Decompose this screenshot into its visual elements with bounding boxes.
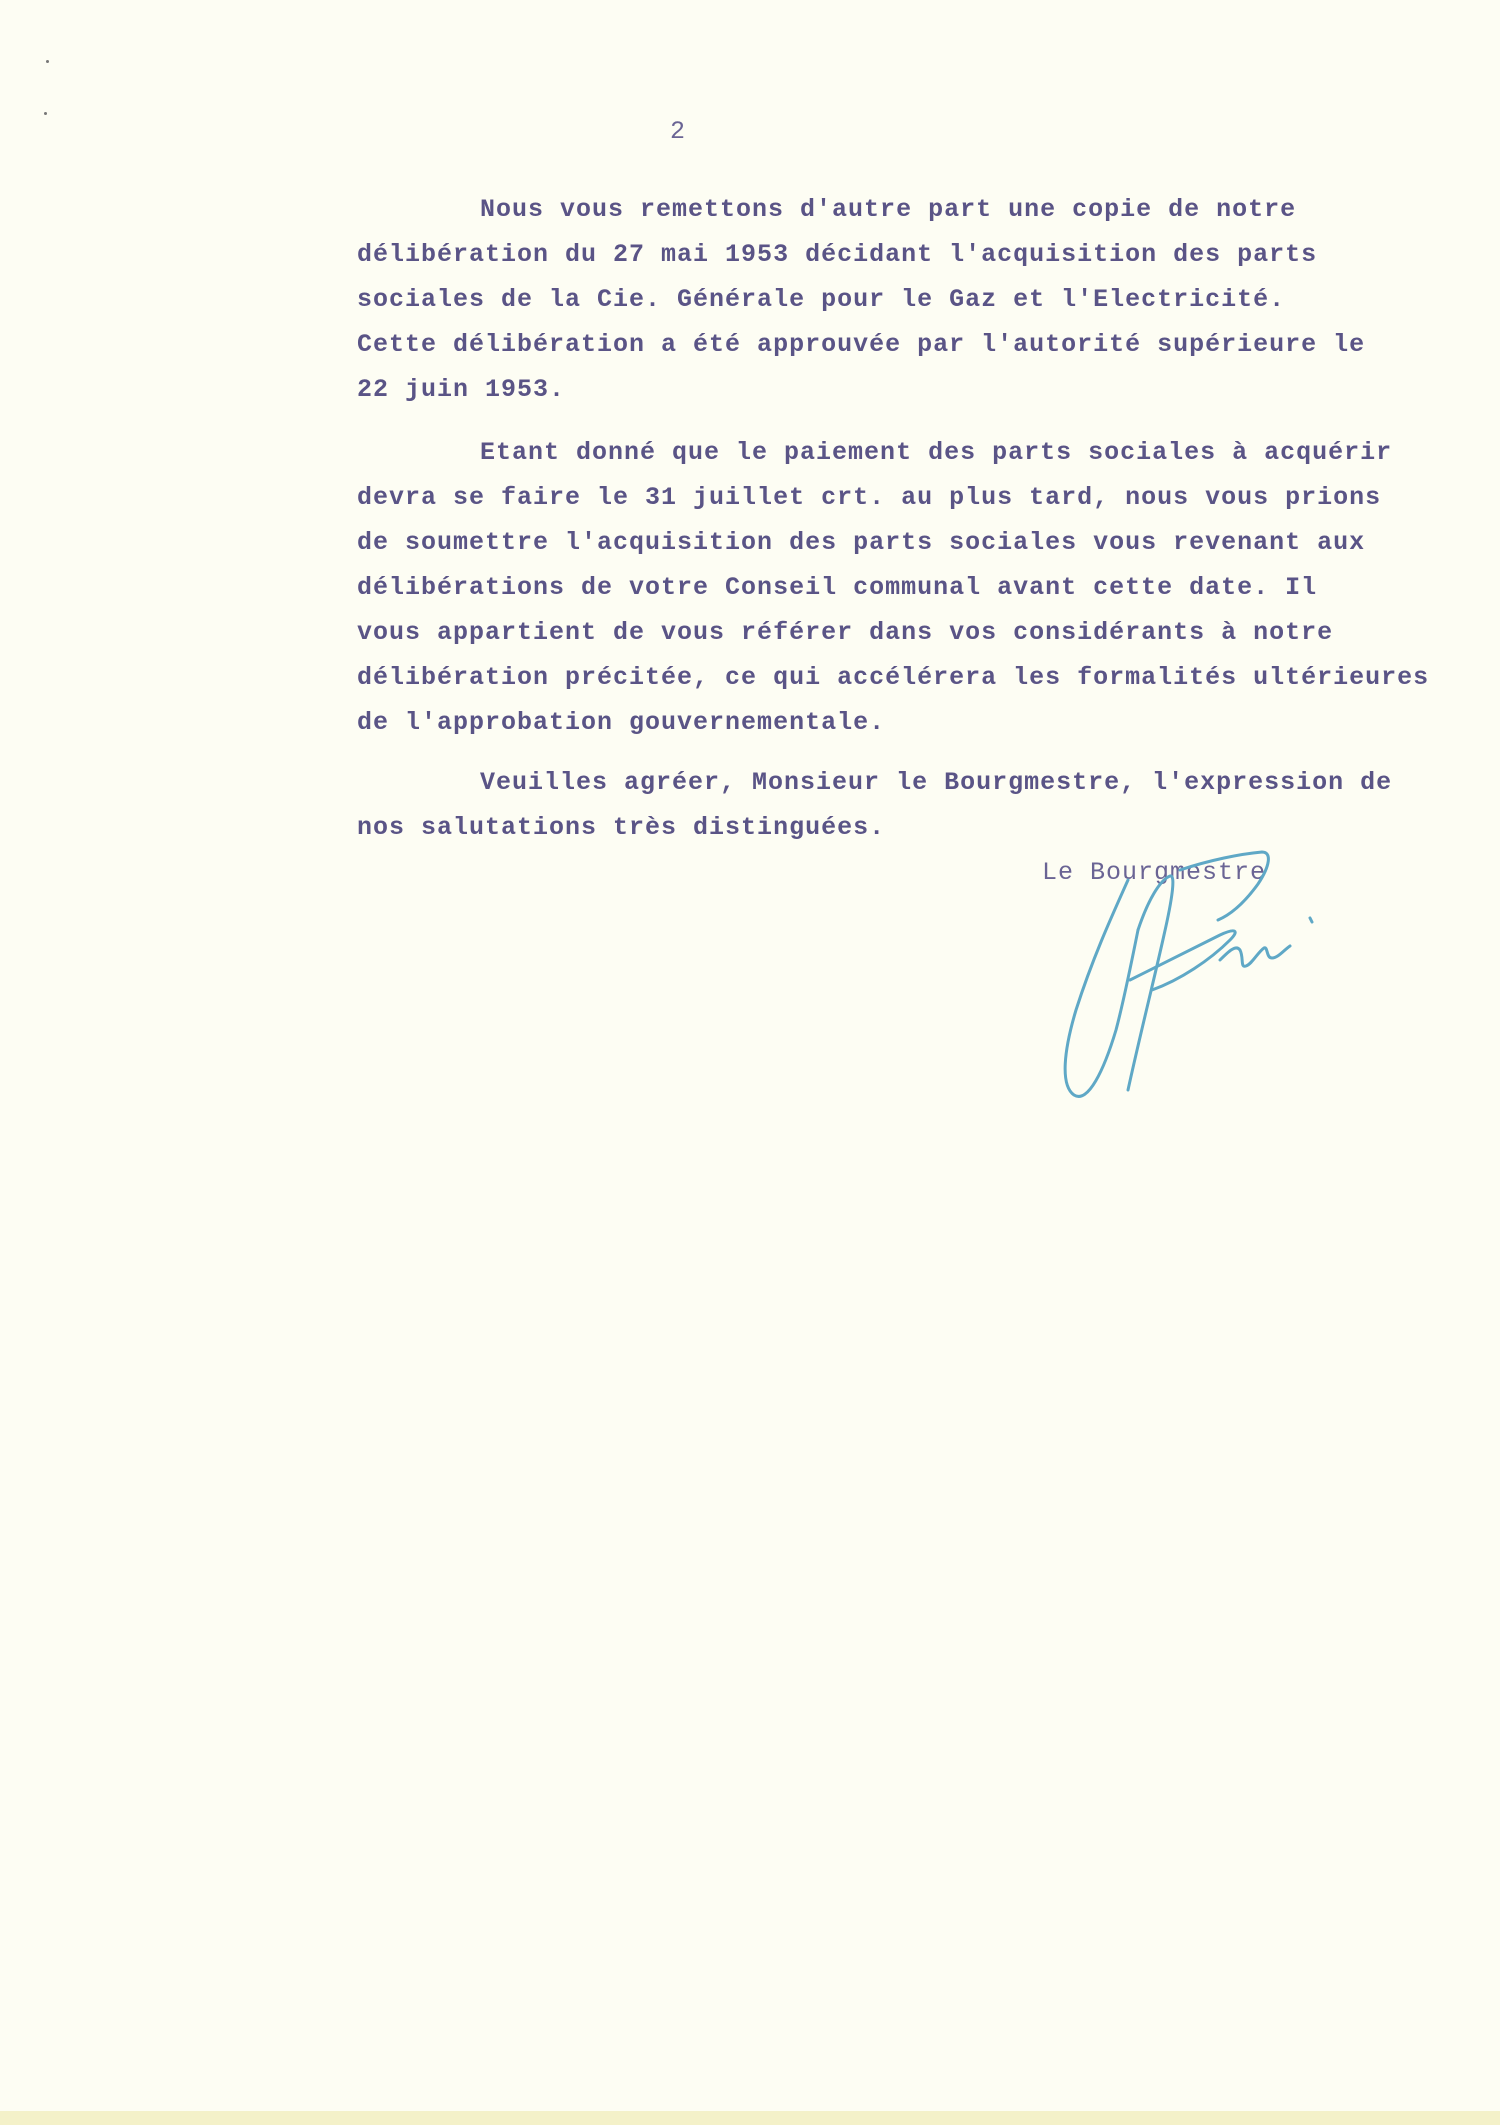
text-line: de l'approbation gouvernementale.: [357, 708, 886, 737]
margin-speck: [46, 60, 49, 63]
text-line: sociales de la Cie. Générale pour le Gaz et l'Electricité.: [357, 285, 1286, 314]
closing-signatory: Le Bourgmestre: [1042, 858, 1267, 887]
text-line: Nous vous remettons d'autre part une copie de notre: [480, 195, 1297, 224]
margin-speck: [44, 112, 47, 115]
text-line: délibérations de votre Conseil communal avant cette date. Il: [357, 573, 1318, 602]
text-line: Cette délibération a été approuvée par l'autorité supérieure le: [357, 330, 1366, 359]
text-line: délibération du 27 mai 1953 décidant l'acquisition des parts: [357, 240, 1318, 269]
text-line: de soumettre l'acquisition des parts sociales vous revenant aux: [357, 528, 1366, 557]
text-line: 22 juin 1953.: [357, 375, 566, 404]
text-line: devra se faire le 31 juillet crt. au plus tard, nous vous prions: [357, 483, 1382, 512]
text-line: Etant donné que le paiement des parts sociales à acquérir: [480, 438, 1393, 467]
page-number: 2: [670, 117, 687, 146]
signature-image: [1040, 840, 1340, 1130]
paper-edge: [0, 2111, 1500, 2125]
text-line: Veuilles agréer, Monsieur le Bourgmestre, l'expression de: [480, 768, 1393, 797]
text-line: vous appartient de vous référer dans vos considérants à notre: [357, 618, 1334, 647]
text-line: délibération précitée, ce qui accélérera les formalités ultérieures: [357, 663, 1430, 692]
text-line: nos salutations très distinguées.: [357, 813, 886, 842]
